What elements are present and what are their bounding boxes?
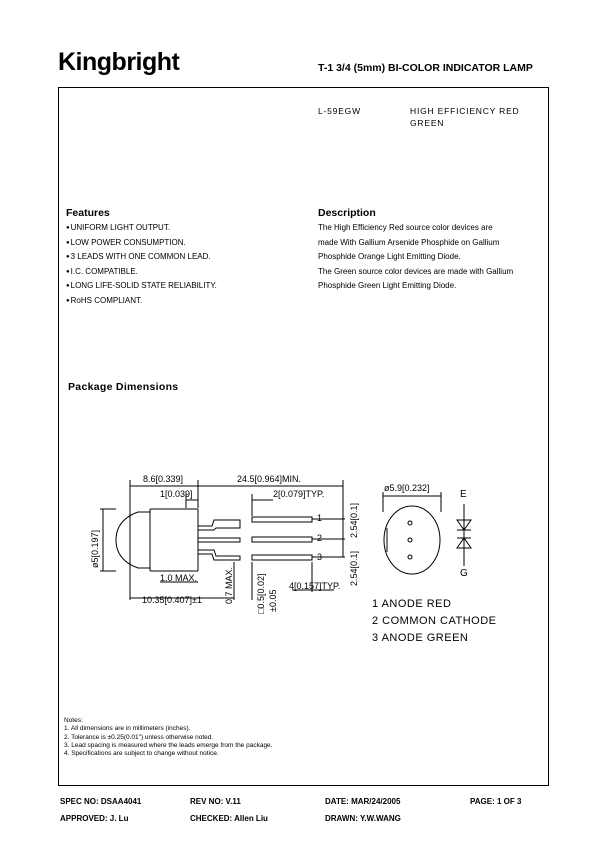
dim-label: 10.35[0.407]±1: [142, 595, 202, 605]
dim-label: □0.5[0.02]: [256, 573, 266, 614]
description-line: The Green source color devices are made with Gallium: [318, 266, 514, 276]
part-number: L-59EGW: [318, 106, 361, 116]
part-color-line1: HIGH EFFICIENCY RED: [410, 106, 520, 116]
feature-item: ● 3 LEADS WITH ONE COMMON LEAD.: [66, 250, 217, 265]
dim-label: ±0.05: [268, 589, 278, 612]
dim-label: 1[0.039]: [160, 489, 193, 499]
pinout-line: 2 COMMON CATHODE: [372, 615, 497, 627]
document-date: DATE: MAR/24/2005: [325, 797, 401, 806]
dim-label: ø5[0.197]: [90, 529, 100, 568]
dim-label: 24.5[0.964]MIN.: [237, 474, 302, 484]
feature-item: ● I.C. COMPATIBLE.: [66, 265, 217, 280]
note-item: 2. Tolerance is ±0.25(0.01") unless otherwise noted.: [64, 733, 214, 741]
lead-1-bend: [198, 520, 240, 530]
description-heading: Description: [318, 207, 376, 219]
drawn-by: DRAWN: Y.W.WANG: [325, 814, 401, 823]
note-item: 1. All dimensions are in millimeters (inches).: [64, 725, 191, 733]
note-item: 3. Lead spacing is measured where the leads emerge from the package.: [64, 741, 273, 749]
spec-number: SPEC NO: DSAA4041: [60, 797, 142, 806]
package-heading: Package Dimensions: [68, 381, 179, 393]
page-number: PAGE: 1 OF 3: [470, 797, 522, 806]
feature-item: ● LONG LIFE-SOLID STATE RELIABILITY.: [66, 279, 217, 294]
dim-label: 4[0.157]TYP.: [289, 581, 341, 591]
lead-3: [252, 555, 312, 560]
lead-2: [252, 537, 312, 542]
pinout-line: 1 ANODE RED: [372, 598, 452, 610]
dim-label: 2[0.079]TYP.: [273, 489, 325, 499]
lead-1: [252, 517, 312, 522]
feature-item: ● LOW POWER CONSUMPTION.: [66, 236, 217, 251]
dim-label: ø5.9[0.232]: [384, 483, 430, 493]
dim-label: 2.54[0.1]: [349, 550, 359, 586]
lead-number: 3: [317, 552, 323, 562]
description-line: Phosphide Green Light Emitting Diode.: [318, 281, 457, 290]
dim-label: 1.0 MAX.: [160, 573, 198, 583]
features-heading: Features: [66, 207, 110, 219]
approved-by: APPROVED: J. Lu: [60, 814, 129, 823]
notes-title: Notes:: [64, 717, 83, 724]
led-body-outline: [116, 512, 150, 568]
checked-by: CHECKED: Allen Liu: [190, 814, 268, 823]
schematic-top-label: E: [460, 489, 467, 500]
description-line: The High Efficiency Red source color devices are: [318, 223, 493, 232]
feature-item: ● RoHS COMPLIANT.: [66, 294, 217, 309]
lead-3-bend: [198, 550, 240, 560]
dim-label: 2.54[0.1]: [349, 502, 359, 538]
brand-logo: Kingbright: [58, 48, 180, 76]
revision-number: REV NO: V.11: [190, 797, 241, 806]
feature-item: ● UNIFORM LIGHT OUTPUT.: [66, 221, 217, 236]
dim-label: 8.6[0.339]: [143, 474, 184, 484]
dim-label: 0.7 MAX.: [224, 566, 234, 604]
part-color-line2: GREEN: [410, 118, 445, 128]
note-item: 4. Specifications are subject to change without notice.: [64, 750, 219, 758]
lead-number: 2: [317, 533, 323, 543]
description-line: Phosphide Orange Light Emitting Diode.: [318, 252, 461, 261]
pinout-line: 3 ANODE GREEN: [372, 632, 469, 644]
description-line: made With Gallium Arsenide Phosphide on Gallium: [318, 237, 500, 247]
lead-2-bend: [198, 538, 240, 542]
document-title: T-1 3/4 (5mm) BI-COLOR INDICATOR LAMP: [318, 62, 533, 74]
lead-number: 1: [317, 513, 323, 523]
notes-block: [64, 717, 272, 758]
schematic-bottom-label: G: [460, 568, 468, 579]
